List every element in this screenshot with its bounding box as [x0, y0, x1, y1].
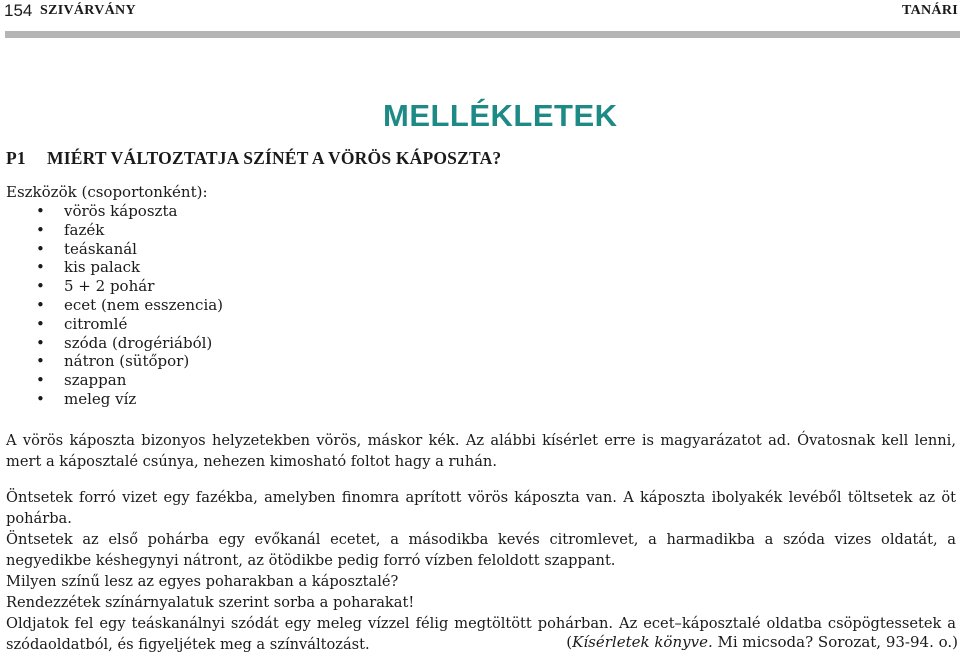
citation — [566, 633, 958, 651]
tool-item — [0, 390, 223, 409]
tool-item — [0, 202, 223, 221]
tool-item-label: citromlé — [64, 314, 128, 333]
tool-item — [0, 352, 223, 371]
instruction-line: Öntsetek forró vizet egy fazékba, amelyben finomra aprított vörös káposzta van. A káposzta ibolyakék levéből töltsetek az öt pohárba. — [6, 489, 956, 527]
citation-open-paren: ( — [566, 633, 573, 651]
bullet-icon: • — [36, 258, 45, 277]
bullet-icon: • — [36, 333, 45, 352]
instruction-line: Milyen színű lesz az egyes poharakban a káposztalé? — [6, 573, 399, 590]
tool-item-label: meleg víz — [64, 389, 137, 408]
tool-item — [0, 277, 223, 296]
bullet-icon: • — [36, 239, 45, 258]
bullet-icon: • — [36, 220, 45, 239]
bullet-icon: • — [36, 371, 45, 390]
tool-item — [0, 221, 223, 240]
bullet-icon: • — [36, 202, 45, 220]
instruction-line: Oldjatok fel egy teáskanálnyi szódát egy meleg vízzel félig megtöltött pohárban. Az ecet–káposztalé oldatba csöpögtessetek a szódaoldatból, és figyeljétek meg a színváltozást. — [6, 615, 956, 653]
tool-item-label: teáskanál — [64, 239, 137, 258]
tool-item — [0, 315, 223, 334]
intro-paragraph: A vörös káposzta bizonyos helyzetekben vörös, máskor kék. Az alábbi kísérlet erre is magyarázatot ad. Óvatosnak kell lenni, mert a káposztalé csúnya, nehezen kimosható foltot hagy a ruhán. — [6, 432, 956, 470]
tool-item — [0, 240, 223, 259]
tool-item — [0, 258, 223, 277]
tools-list — [0, 202, 223, 409]
bullet-icon: • — [36, 352, 45, 371]
tool-item-label: 5 + 2 pohár — [64, 277, 155, 296]
instruction-line: Rendezzétek színárnyalatuk szerint sorba a poharakat! — [6, 594, 415, 611]
instruction-line: Öntsetek az első pohárba egy evőkanál ecetet, a másodikba kevés citromlevet, a harmadikba a szóda vizes oldatát, a negyedikbe késhegynyi nátront, az ötödikbe pedig forró vízben feloldott szappant. — [6, 531, 956, 569]
tool-item — [0, 371, 223, 390]
bullet-icon: • — [36, 295, 45, 314]
section-heading — [6, 148, 501, 169]
citation-rest: Mi micsoda? Sorozat, 93-94. o.) — [712, 633, 958, 651]
citation-book-title: Kísérletek könyve. — [572, 633, 713, 651]
bullet-icon: • — [36, 314, 45, 333]
header-rule — [5, 31, 960, 38]
instructions-block — [6, 487, 956, 655]
appendix-title: MELLÉKLETEK — [383, 98, 618, 133]
audience-label: TANÁRI — [902, 3, 958, 18]
tool-item-label: kis palack — [64, 258, 141, 277]
tool-item — [0, 296, 223, 315]
tool-item-label: ecet (nem esszencia) — [64, 295, 224, 314]
page-number: 154 — [4, 1, 33, 20]
tool-item-label: fazék — [64, 220, 105, 239]
tool-item-label: nátron (sütőpor) — [64, 352, 190, 371]
page-header — [0, 0, 960, 38]
tool-item-label: szóda (drogériából) — [64, 333, 213, 352]
tools-label: Eszközök (csoportonként): — [6, 183, 208, 201]
tool-item — [0, 334, 223, 353]
bullet-icon: • — [36, 389, 45, 408]
tool-item-label: vörös káposzta — [64, 202, 178, 220]
section-title: MIÉRT VÁLTOZTATJA SZÍNÉT A VÖRÖS KÁPOSZTA? — [47, 148, 502, 168]
tool-item-label: szappan — [64, 371, 127, 390]
running-title: SZIVÁRVÁNY — [40, 3, 136, 18]
section-code: P1 — [6, 148, 26, 168]
bullet-icon: • — [36, 277, 45, 296]
